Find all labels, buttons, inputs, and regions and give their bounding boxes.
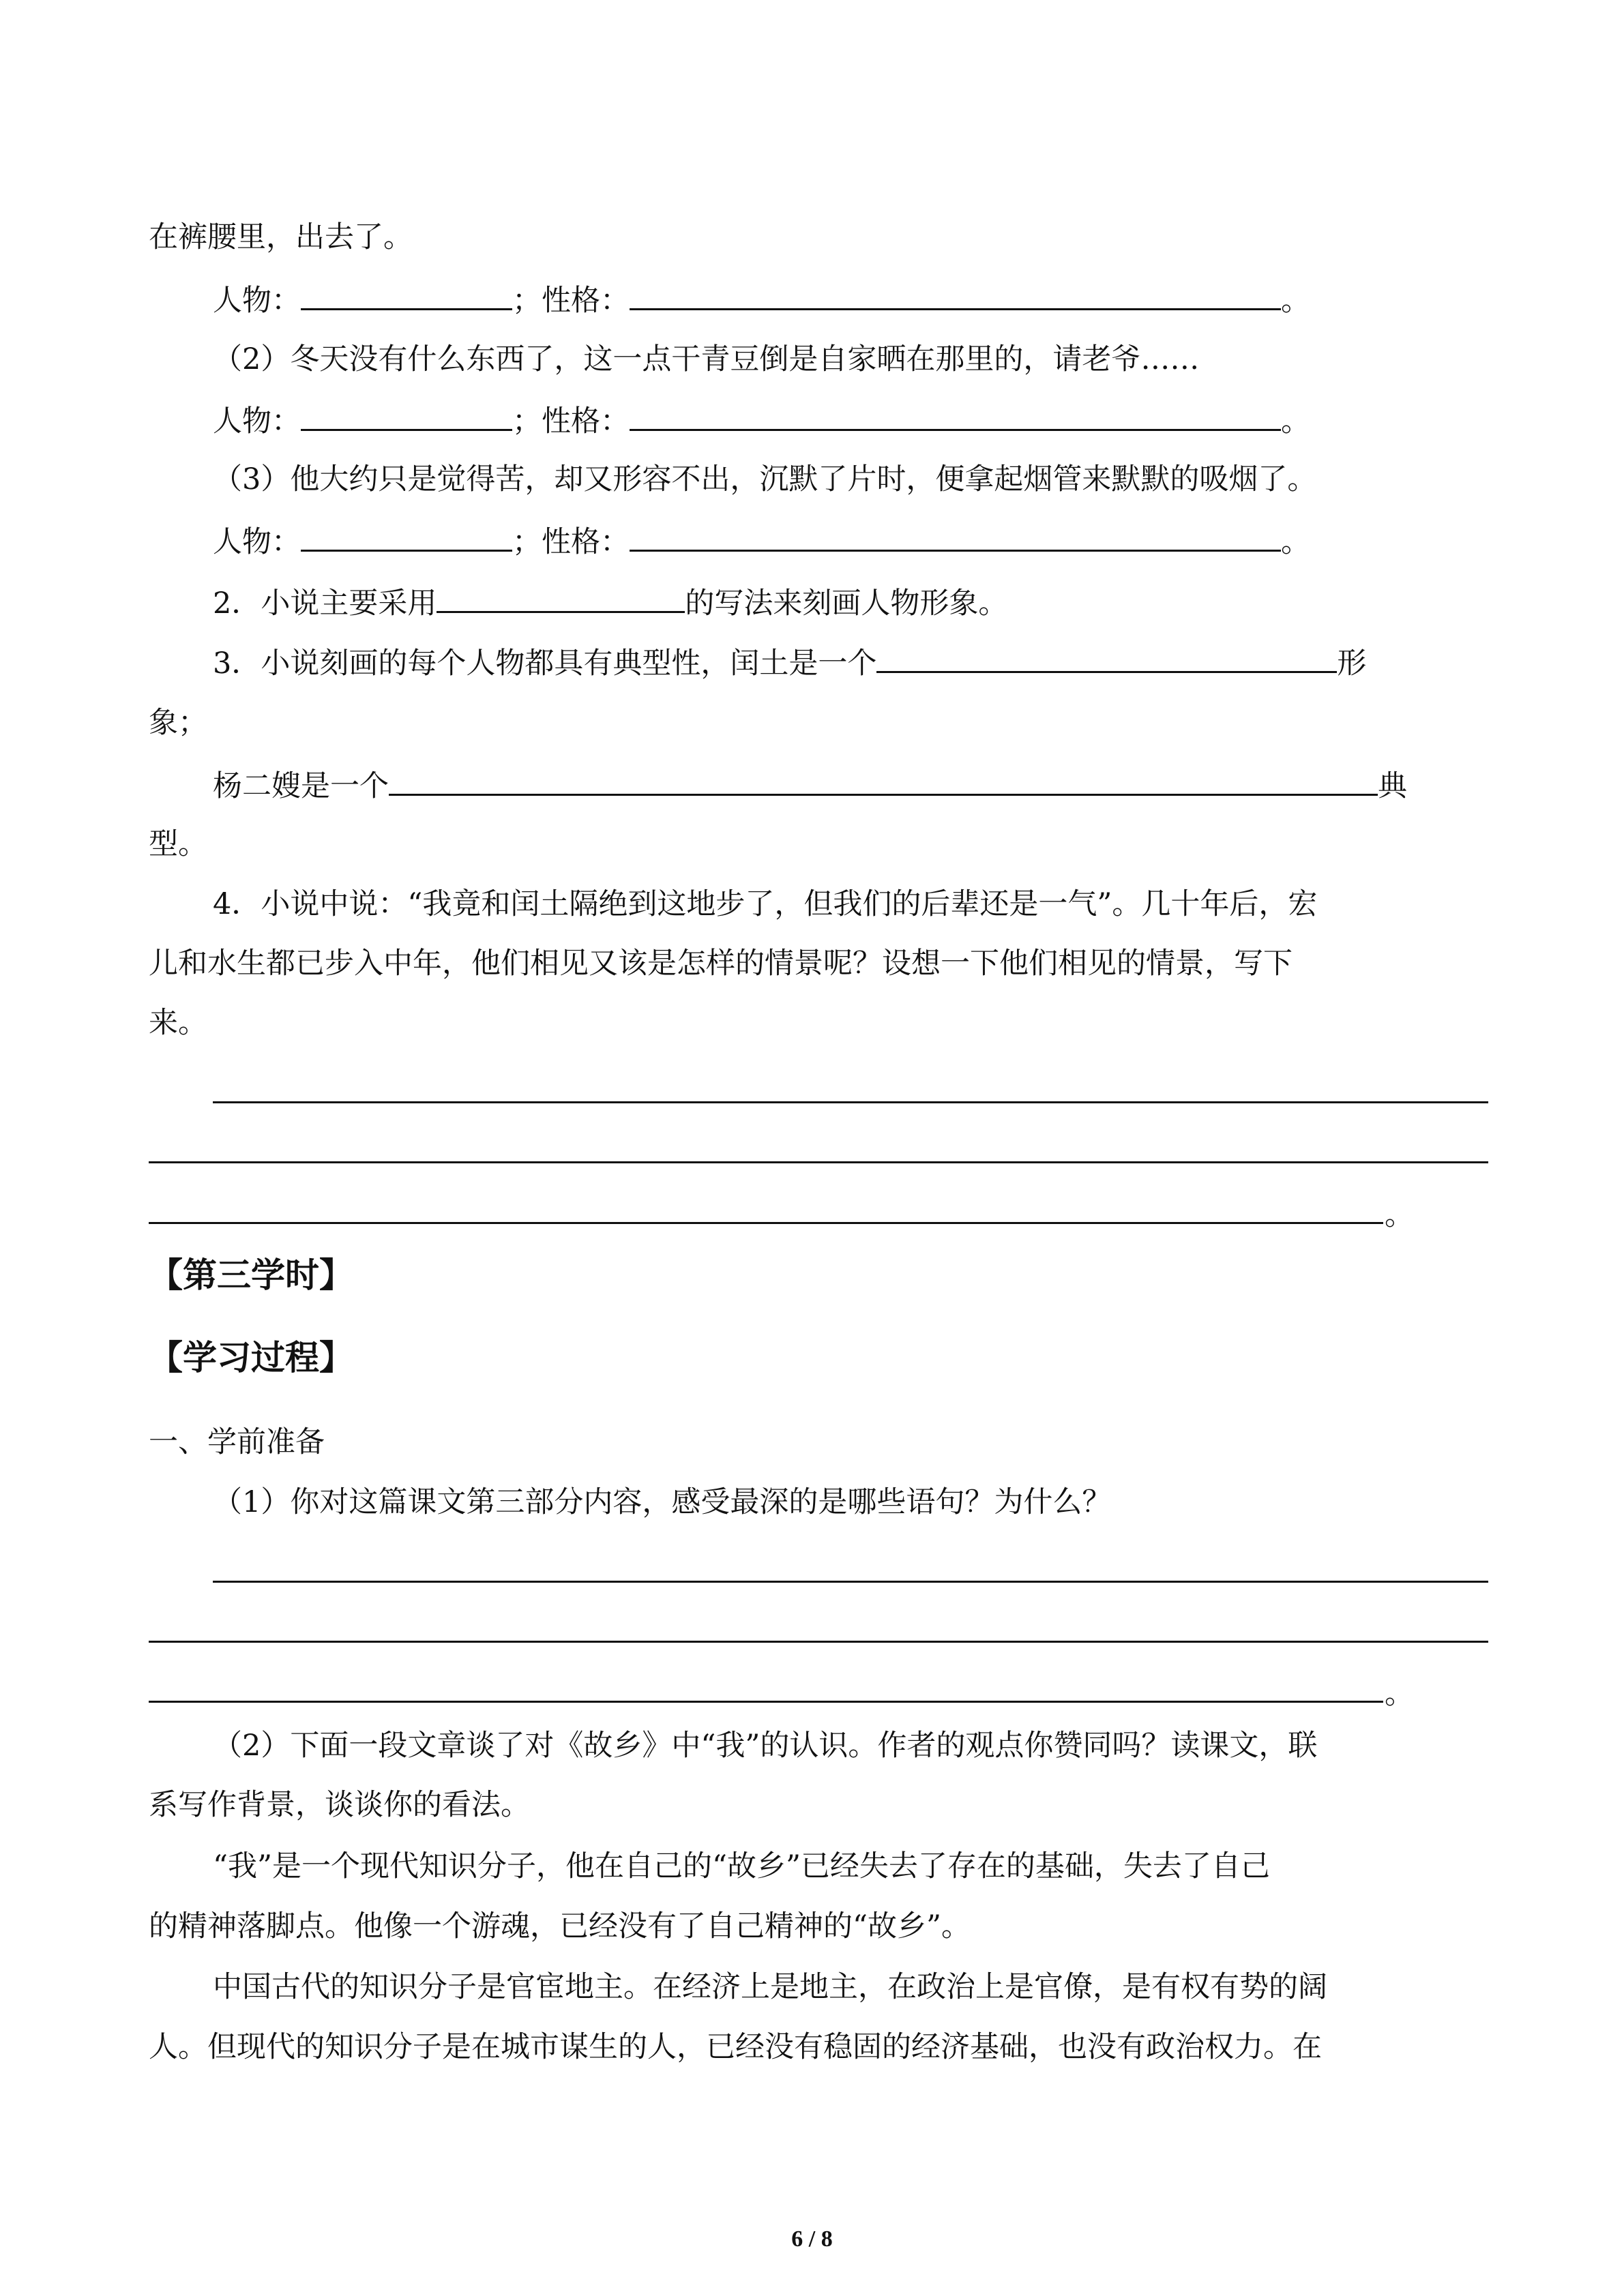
passage-paragraph: “我”是一个现代知识分子，他在自己的“故乡”已经失去了存在的基础，失去了自己 <box>213 1849 1270 1883</box>
text-line: 象； <box>149 706 207 740</box>
item-3-text: 3．小说刻画的每个人物都具有典型性，闰土是一个 <box>213 646 877 681</box>
personality-label: ；性格： <box>512 284 630 318</box>
personality-label: ；性格： <box>512 404 630 438</box>
period: 。 <box>1385 1198 1414 1232</box>
item-2-blank[interactable] <box>437 581 685 613</box>
item-2 <box>213 581 1007 624</box>
character-label: 人物： <box>213 525 301 559</box>
character-label: 人物： <box>213 404 301 438</box>
personality-blank[interactable] <box>630 399 1281 431</box>
item-3-text-2: 杨二嫂是一个 <box>213 769 389 803</box>
item-3-second <box>213 764 1407 807</box>
period: 。 <box>1281 525 1310 559</box>
lesson-heading: 【第三学时】 <box>149 1255 353 1295</box>
answer-line[interactable] <box>149 1222 1383 1224</box>
item-2-text: 2．小说主要采用 <box>213 586 437 621</box>
quote-3: （3）他大约只是觉得苦，却又形容不出，沉默了片时，便拿起烟管来默默的吸烟了。 <box>213 462 1317 496</box>
question-1: （1）你对这篇课文第三部分内容，感受最深的是哪些语句？为什么？ <box>213 1485 1112 1519</box>
character-blank[interactable] <box>301 278 512 310</box>
process-heading: 【学习过程】 <box>149 1338 353 1377</box>
text-line: 在裤腰里，出去了。 <box>149 220 413 254</box>
question-2-cont: 系写作背景，谈谈你的看法。 <box>149 1788 530 1822</box>
item-3-text-2-end: 典 <box>1378 769 1407 803</box>
period: 。 <box>1281 284 1310 318</box>
item-4-cont: 儿和水生都已步入中年，他们相见又该是怎样的情景呢？设想一下他们相见的情景，写下 <box>149 946 1293 981</box>
personality-blank[interactable] <box>630 520 1281 552</box>
character-blank[interactable] <box>301 520 512 552</box>
item-3 <box>213 641 1366 684</box>
item-4-cont: 来。 <box>149 1006 207 1040</box>
character-blank[interactable] <box>301 399 512 431</box>
personality-label: ；性格： <box>512 525 630 559</box>
section-title: 一、学前准备 <box>149 1425 325 1459</box>
passage-paragraph-cont: 的精神落脚点。他像一个游魂，已经没有了自己精神的“故乡”。 <box>149 1909 971 1943</box>
answer-line[interactable] <box>149 1641 1488 1643</box>
item-3-blank-1[interactable] <box>876 641 1337 673</box>
answer-line[interactable] <box>213 1101 1488 1103</box>
character-row <box>213 278 1310 321</box>
character-label: 人物： <box>213 284 301 318</box>
answer-line[interactable] <box>213 1581 1488 1583</box>
quote-2: （2）冬天没有什么东西了，这一点干青豆倒是自家晒在那里的，请老爷…… <box>213 342 1200 376</box>
question-2: （2）下面一段文章谈了对《故乡》中“我”的认识。作者的观点你赞同吗？读课文，联 <box>213 1729 1318 1763</box>
character-row <box>213 399 1310 442</box>
passage-paragraph-cont: 人。但现代的知识分子是在城市谋生的人，已经没有稳固的经济基础，也没有政治权力。在 <box>149 2030 1322 2064</box>
period: 。 <box>1385 1677 1414 1711</box>
text-line: 型。 <box>149 827 207 861</box>
item-3-blank-2[interactable] <box>389 764 1378 796</box>
period: 。 <box>1281 404 1310 438</box>
answer-line[interactable] <box>149 1161 1488 1163</box>
page-number: 6 / 8 <box>791 2226 833 2252</box>
character-row <box>213 520 1310 563</box>
item-3-text-end: 形 <box>1337 646 1367 681</box>
personality-blank[interactable] <box>630 278 1281 310</box>
passage-paragraph: 中国古代的知识分子是官宦地主。在经济上是地主，在政治上是官僚，是有权有势的阔 <box>213 1970 1327 2004</box>
item-4: 4．小说中说：“我竟和闰土隔绝到这地步了，但我们的后辈还是一气”。几十年后，宏 <box>213 887 1318 921</box>
item-2-text-end: 的写法来刻画人物形象。 <box>685 586 1008 621</box>
answer-line[interactable] <box>149 1701 1383 1703</box>
